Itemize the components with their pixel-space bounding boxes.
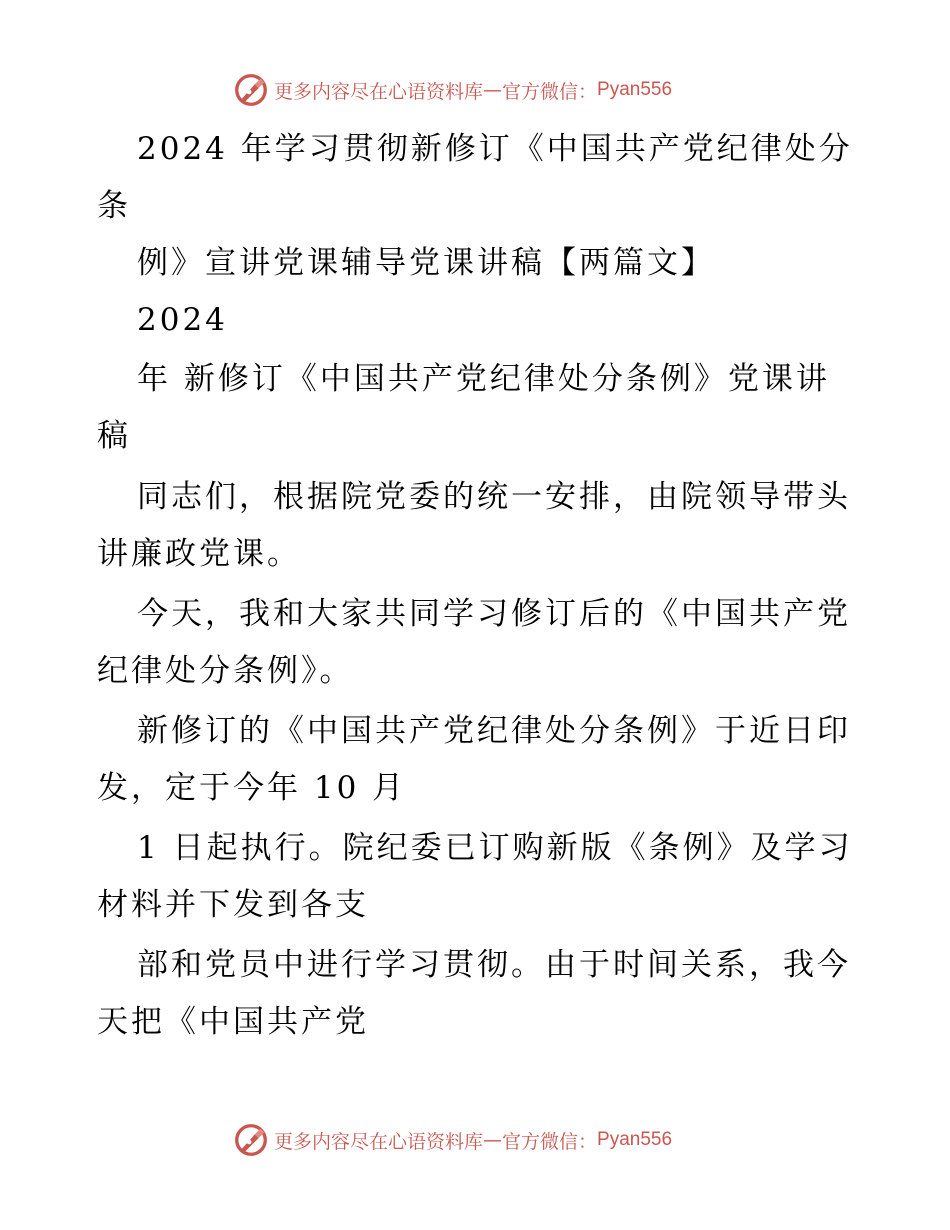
watermark-wechat-id: Pyan556 — [597, 1129, 673, 1150]
text-line-4: 2024 — [137, 302, 228, 338]
pen-logo-icon — [232, 71, 270, 109]
text-line-8: 讲廉政党课。 — [97, 536, 301, 572]
text-line-13: 1 日起执行。院纪委已订购新版《条例》及学习 — [137, 830, 853, 866]
text-line-2: 条 — [97, 188, 131, 224]
text-line-6: 稿 — [97, 418, 131, 454]
watermark-separator: — — [483, 1129, 503, 1151]
text-line-9: 今天，我和大家共同学习修订后的《中国共产党 — [137, 596, 851, 632]
watermark-wechat-label: 官方微信： — [502, 80, 598, 103]
text-line-14: 材料并下发到各支 — [97, 887, 369, 923]
text-line-11: 新修订的《中国共产党纪律处分条例》于近日印 — [137, 713, 851, 749]
text-line-12: 发，定于今年 10 月 — [97, 770, 407, 806]
text-line-10: 纪律处分条例》。 — [97, 653, 354, 689]
watermark-wechat-label: 官方微信： — [502, 1130, 598, 1153]
text-line-1: 2024 年学习贯彻新修订《中国共产党纪律处分 — [137, 131, 853, 167]
text-line-3: 例》宣讲党课辅导党课讲稿【两篇文】 — [137, 245, 715, 281]
text-line-16: 天把《中国共产党 — [97, 1004, 369, 1040]
pen-logo-icon — [232, 1121, 270, 1159]
watermark-text: 更多内容尽在心语资料库 — [274, 80, 484, 103]
text-line-7: 同志们，根据院党委的统一安排，由院领导带头 — [137, 479, 851, 515]
text-line-5: 年 新修订《中国共产党纪律处分条例》党课讲 — [137, 361, 830, 397]
watermark-separator: — — [483, 79, 503, 101]
header-watermark — [232, 70, 732, 110]
text-line-15: 部和党员中进行学习贯彻。由于时间关系，我今 — [137, 947, 851, 983]
watermark-text: 更多内容尽在心语资料库 — [274, 1130, 484, 1153]
footer-watermark — [232, 1120, 732, 1160]
watermark-wechat-id: Pyan556 — [597, 79, 673, 100]
